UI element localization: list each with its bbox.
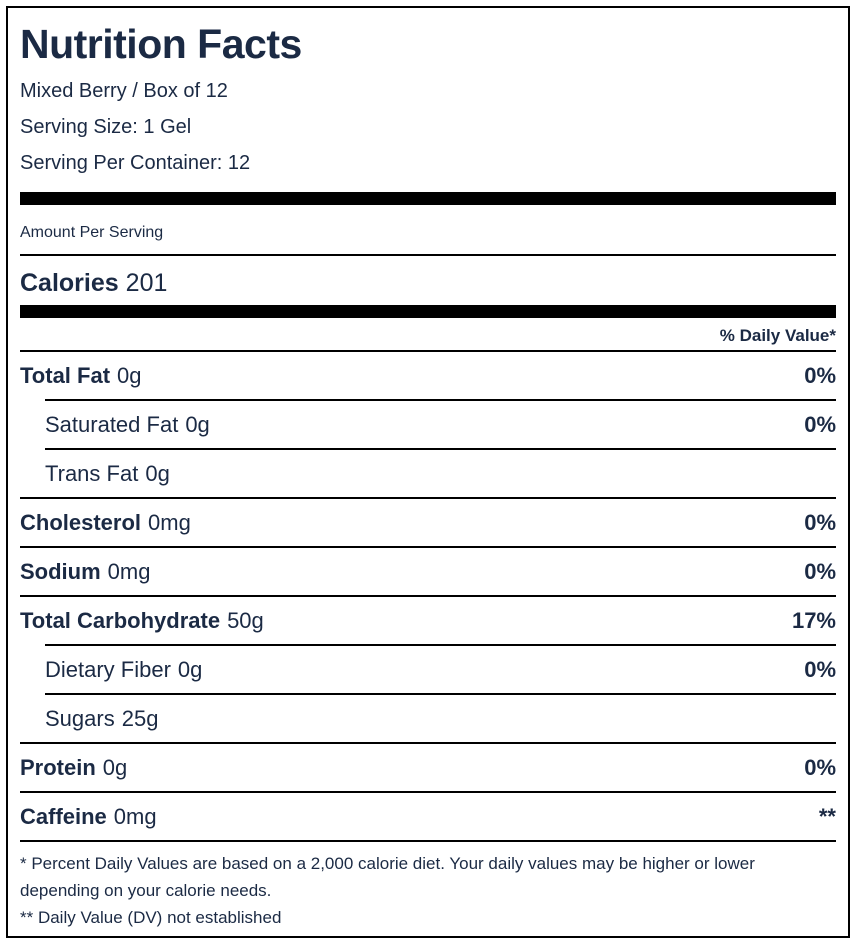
nutrient-daily-value: 17% (791, 607, 836, 633)
nutrient-row-caffeine (20, 793, 836, 840)
nutrient-daily-value: 0% (804, 509, 836, 535)
nutrient-name: Saturated Fat (45, 411, 179, 437)
nutrient-row-saturated-fat (20, 401, 836, 448)
nutrient-amount: 0g (185, 411, 210, 437)
nutrient-daily-value: 0% (804, 411, 836, 437)
nutrient-name: Sodium (20, 558, 101, 584)
nutrient-amount: 0g (102, 754, 128, 780)
nutrient-row-protein (20, 744, 836, 791)
flavor-line: Mixed Berry / Box of 12 (20, 80, 228, 103)
nutrient-name: Cholesterol (20, 509, 142, 535)
servings-per-container-line: Serving Per Container: 12 (20, 152, 251, 175)
serving-size-line: Serving Size: 1 Gel (20, 116, 192, 139)
nutrient-daily-value: 0% (804, 754, 836, 780)
nutrient-row-trans-fat (20, 450, 836, 497)
amount-per-serving-label: Amount Per Serving (20, 221, 836, 256)
calories-label: Calories (20, 269, 119, 298)
nutrient-name: Protein (20, 754, 96, 780)
nutrient-name: Total Carbohydrate (20, 607, 221, 633)
nutrient-name: Caffeine (20, 803, 107, 829)
nutrient-row-sodium (20, 548, 836, 595)
serving-info-block (20, 73, 836, 181)
nutrient-amount: 0g (145, 460, 170, 486)
thick-separator-bar-middle (20, 305, 836, 318)
footnote-daily-values: * Percent Daily Values are based on a 2,000 calorie diet. Your daily values may be higher or lower depending on your calorie needs. (20, 854, 755, 901)
nutrient-name: Trans Fat (45, 460, 139, 486)
calories-value: 201 (125, 269, 168, 298)
nutrient-row-sugars (20, 695, 836, 742)
nutrient-amount: 0mg (113, 803, 157, 829)
footnote-dv-not-established: ** Daily Value (DV) not established (20, 908, 282, 928)
nutrient-amount: 25g (121, 705, 159, 731)
nutrient-row-dietary-fiber (20, 646, 836, 693)
nutrient-daily-value: ** (818, 803, 836, 829)
nutrient-amount: 50g (227, 607, 264, 633)
nutrition-facts-panel (6, 6, 850, 938)
thick-separator-bar-top (20, 192, 836, 205)
nutrient-amount: 0mg (107, 558, 151, 584)
nutrient-name: Total Fat (20, 362, 111, 388)
daily-value-header: % Daily Value* (20, 318, 836, 352)
footnotes-block (20, 842, 836, 931)
nutrient-amount: 0mg (148, 509, 191, 535)
label-title: Nutrition Facts (20, 21, 302, 67)
nutrient-row-total-carbohydrate (20, 597, 836, 644)
nutrient-amount: 0g (177, 656, 203, 682)
nutrient-name: Dietary Fiber (45, 656, 171, 682)
nutrient-daily-value: 0% (804, 362, 836, 388)
nutrient-row-total-fat (20, 352, 836, 399)
nutrient-daily-value: 0% (804, 656, 836, 682)
nutrient-row-cholesterol (20, 499, 836, 546)
nutrient-daily-value: 0% (804, 558, 836, 584)
calories-row (20, 256, 836, 305)
nutrient-name: Sugars (45, 705, 115, 731)
nutrient-amount: 0g (117, 362, 142, 388)
